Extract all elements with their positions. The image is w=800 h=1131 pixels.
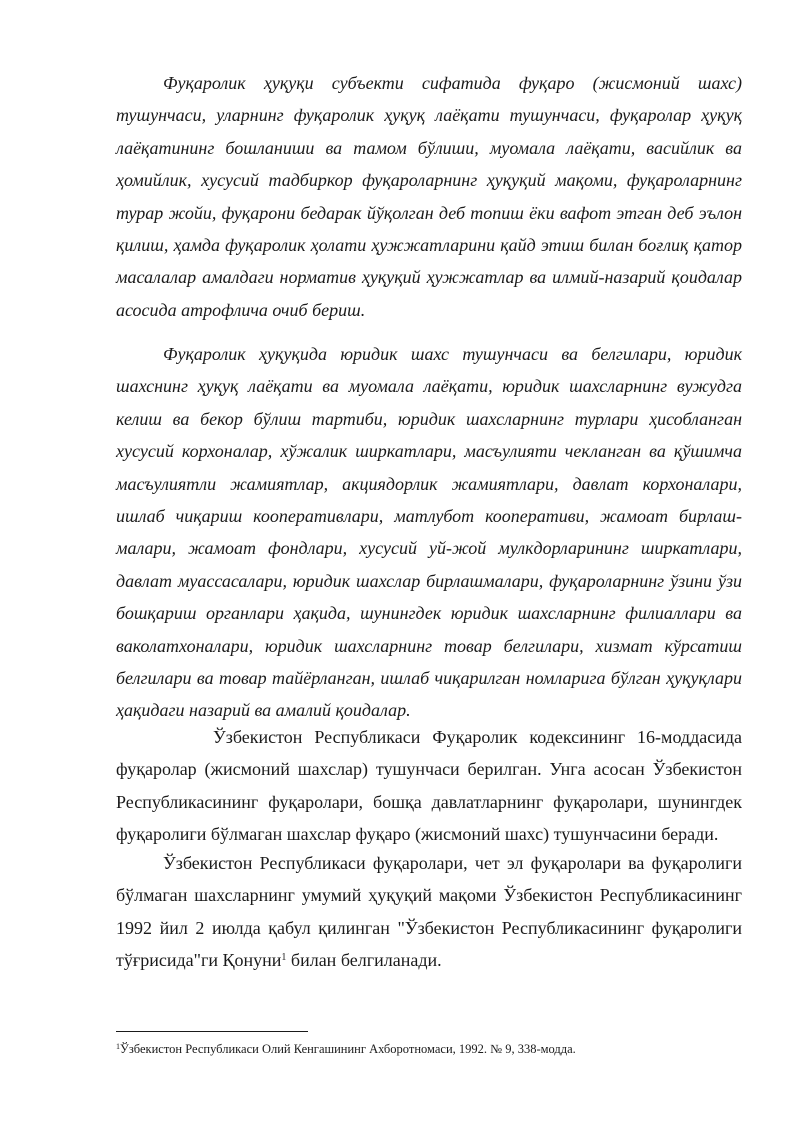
- paragraph-civil-code-article: [116, 721, 742, 851]
- footnote: [116, 1041, 742, 1057]
- paragraph-text: Ўзбекистон Республикаси Фуқаролик кодексининг 16-моддасида фуқаролар (жисмоний шахслар) тушунчаси берилган. Унга асосан Ўзбекистон Республикасининг фуқаролари, бошқа давлатларнинг фуқаролари, шунингдек фуқаролиги бўлмаган шахслар фуқаро (жисмоний шахс) тушунчасини беради.: [116, 727, 742, 845]
- paragraph-citizen-topics: [116, 67, 742, 326]
- footnote-separator: [116, 1031, 308, 1032]
- footnote-reference[interactable]: 1: [281, 952, 287, 964]
- paragraph-text: [116, 847, 742, 977]
- footnote-marker: 1: [116, 1042, 120, 1051]
- paragraph-text: Фуқаролик ҳуқуқида юридик шахс тушунчаси ва белгилари, юридик шахснинг ҳуқуқ лаёқати ва муомала лаёқати, юридик шахсларнинг вужудга келиш ва бекор бўлиш тартиби, юридик шахсларнинг турлари ҳисобланган хусусий корхоналар, хўжалик ширкатлари, масъулияти чекланган ва қўшимча масъулиятли жамиятлар, акциядорлик жамиятлари, давлат корхоналари, ишлаб чиқариш кооперативлари, матлубот кооперативи, жамоат бирлаш-малари, жамоат фондлари, хусусий уй-жой мулкдорларининг ширкатлари, давлат муассасалари, юридик шахслар бирлашмалари, фуқароларнинг ўзини ўзи бошқариш органлари ҳақида, шунингдек юридик шахсларнинг филиаллари ва ваколатхоналари, юридик шахсларнинг товар белгилари, хизмат кўрсатиш белгилари ва товар тайёрланган, ишлаб чиқарилган номларига бўлган ҳуқуқлари ҳақидаги назарий ва амалий қоидалар.: [116, 344, 742, 721]
- paragraph-citizenship-law: [116, 847, 742, 977]
- paragraph-tail-text: билан белгиланади.: [286, 950, 442, 971]
- paragraph-legal-entity-topics: [116, 338, 742, 727]
- footnote-text: Ўзбекистон Республикаси Олий Кенгашининг Ахборотномаси, 1992. № 9, 338-модда.: [120, 1042, 576, 1056]
- paragraph-main-text: Ўзбекистон Республикаси фуқаролари, чет эл фуқаролари ва фуқаролиги бўлмаган шахсларнинг умумий ҳуқуқий мақоми Ўзбекистон Республикасининг 1992 йил 2 июлда қабул қилинган "Ўзбекистон Республикасининг фуқаролиги тўғрисида"ги Қонуни: [116, 853, 742, 971]
- paragraph-text: Фуқаролик ҳуқуқи субъекти сифатида фуқаро (жисмоний шахс) тушунчаси, уларнинг фуқаролик ҳуқуқ лаёқати тушунчаси, фуқаролар ҳуқуқ лаёқатининг бошланиши ва тамом бўлиши, муомала лаёқати, васийлик ва ҳомийлик, хусусий тадбиркор фуқароларнинг ҳуқуқий мақоми, фуқароларнинг турар жойи, фуқарони бедарак йўқолган деб топиш ёки вафот этган деб эълон қилиш, ҳамда фуқаролик ҳолати ҳужжатларини қайд этиш билан боғлиқ қатор масалалар амалдаги норматив ҳуқуқий ҳужжатлар ва илмий-назарий қоидалар асосида атрофлича очиб бериш.: [116, 73, 742, 320]
